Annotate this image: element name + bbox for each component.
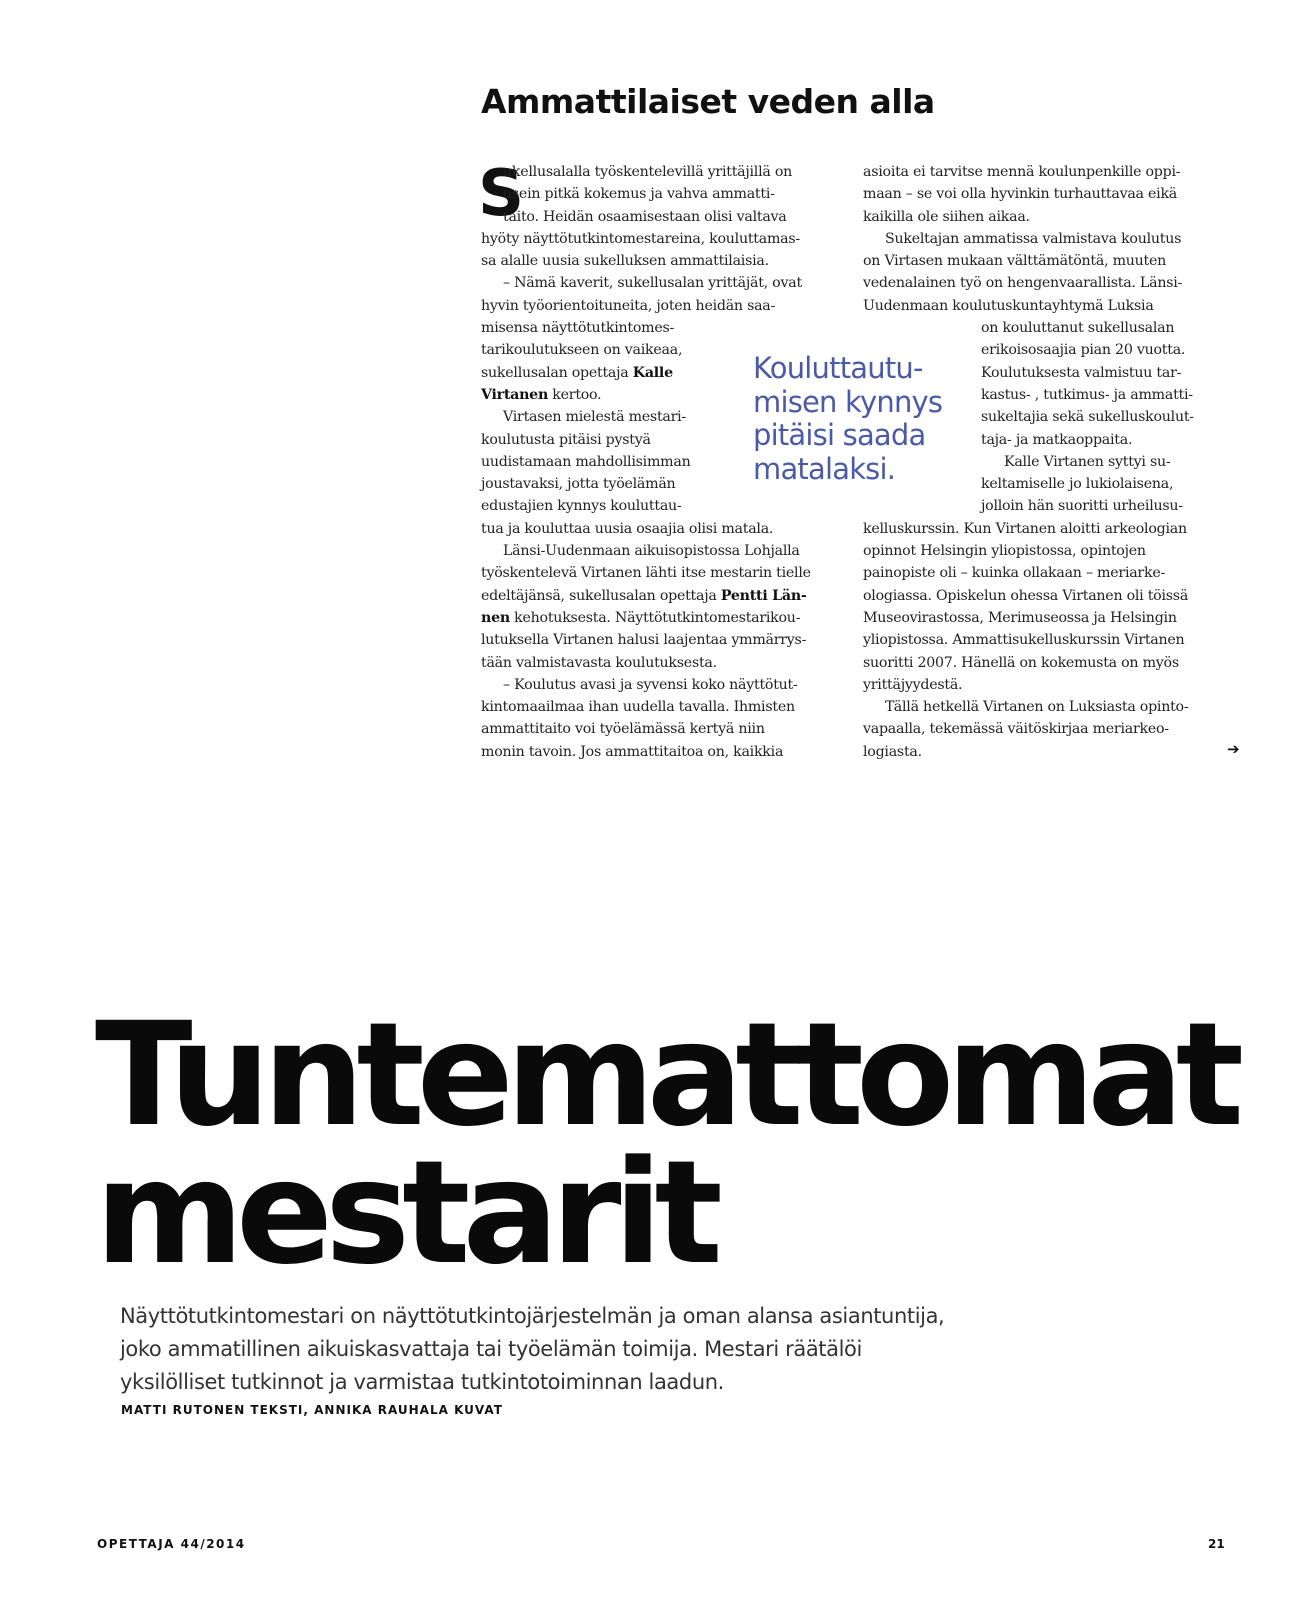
- text-line: Kalle Virtanen syttyi su-: [1004, 453, 1171, 470]
- drop-cap: S: [478, 157, 525, 231]
- text-line: kelluskurssin. Kun Virtanen aloitti arkeologian: [863, 520, 1187, 537]
- text-line: [481, 585, 811, 607]
- text-line: – Koulutus avasi ja syvensi koko näyttötut-: [503, 676, 798, 693]
- text-line: edustajien kynnys kouluttau-: [481, 498, 682, 515]
- text-line: keltamiselle jo lukiolaisena,: [981, 476, 1174, 493]
- person-name: nen: [481, 609, 510, 626]
- text-fragment: kertoo.: [548, 386, 602, 403]
- lead-line: yksilölliset tutkinnot ja varmistaa tutkintotoiminnan laadun.: [120, 1370, 724, 1394]
- text-line: Koulutuksesta valmistuu tar-: [981, 364, 1182, 381]
- text-line: logiasta.: [863, 743, 922, 760]
- text-line: yliopistossa. Ammattisukelluskurssin Virtanen: [863, 632, 1185, 649]
- pull-quote-line: Kouluttautu-: [753, 351, 923, 385]
- text-line: joustavaksi, jotta työelämän: [481, 476, 676, 493]
- text-line: kaikilla ole siihen aikaa.: [863, 208, 1030, 225]
- text-line: Sukeltajan ammatissa valmistava koulutus: [885, 230, 1182, 247]
- page-number: 21: [1208, 1537, 1225, 1551]
- text-line: painopiste oli – kuinka ollakaan – meriarke-: [863, 565, 1166, 582]
- pull-quote-line: misen kynnys: [753, 384, 943, 419]
- text-line: erikoisosaajia pian 20 vuotta.: [981, 342, 1186, 359]
- lead-paragraph: [120, 1300, 944, 1399]
- headline: [95, 991, 1237, 1296]
- text-line: koulutusta pitäisi pystyä: [481, 431, 651, 448]
- text-line: Virtasen mielestä mestari-: [503, 409, 686, 426]
- continue-arrow-icon: ➔: [1227, 740, 1240, 758]
- text-line: opinnot Helsingin yliopistossa, opintojen: [863, 543, 1146, 560]
- text-line: usein pitkä kokemus ja vahva ammatti-: [503, 186, 775, 203]
- text-line: [481, 607, 811, 629]
- section-title: Ammattilaiset veden alla: [481, 82, 935, 121]
- text-fragment: sukellusalan opettaja: [481, 364, 633, 381]
- text-line: ologiassa. Opiskelun ohessa Virtanen oli töissä: [863, 587, 1189, 604]
- text-line: ukellusalalla työskentelevillä yrittäjillä on: [503, 164, 793, 180]
- text-line: monin tavoin. Jos ammattitaitoa on, kaikkia: [481, 743, 784, 760]
- text-line: uudistamaan mahdollisimman: [481, 453, 691, 470]
- text-line: – Nämä kaverit, sukellusalan yrittäjät, ovat: [503, 275, 802, 292]
- byline: MATTI RUTONEN TEKSTI, ANNIKA RAUHALA KUVAT: [121, 1403, 503, 1417]
- text-line: on kouluttanut sukellusalan: [981, 320, 1175, 337]
- text-line: sukeltajia sekä sukelluskoulut-: [981, 409, 1194, 426]
- text-line: tään valmistavasta koulutuksesta.: [481, 654, 717, 671]
- text-line: on Virtasen mukaan välttämätöntä, muuten: [863, 253, 1167, 270]
- text-line: ammattitaito voi työelämässä kertyä niin: [481, 721, 765, 738]
- text-line: työskentelevä Virtanen lähti itse mestarin tielle: [481, 565, 811, 582]
- person-name: Kalle: [632, 364, 673, 381]
- person-name: Virtanen: [481, 386, 549, 403]
- pull-quote-line: pitäisi saada: [753, 418, 926, 452]
- text-line: yrittäjyydestä.: [863, 676, 963, 693]
- text-line: hyvin työorientoituneita, joten heidän saa-: [481, 297, 776, 314]
- text-line: maan – se voi olla hyvinkin turhauttavaa eikä: [863, 186, 1178, 203]
- text-line: asioita ei tarvitse mennä koulunpenkille oppi-: [863, 164, 1181, 180]
- text-line: suoritti 2007. Hänellä on kokemusta on myös: [863, 654, 1179, 671]
- person-name: Pentti Län-: [720, 587, 807, 604]
- text-line: sa alalle uusia sukelluksen ammattilaisia.: [481, 253, 769, 270]
- text-line: tua ja kouluttaa uusia osaajia olisi matala.: [481, 520, 774, 537]
- pull-quote-line: matalaksi.: [753, 451, 896, 486]
- text-line: taito. Heidän osaamisestaan olisi valtava: [503, 208, 787, 225]
- publication-footer: OPETTAJA 44/2014: [97, 1537, 246, 1551]
- headline-line: Tuntemattomat: [95, 991, 1237, 1158]
- text-line: kastus- , tutkimus- ja ammatti-: [981, 386, 1193, 403]
- text-line: vapaalla, tekemässä väitöskirjaa meriarkeo-: [863, 721, 1169, 738]
- text-line: kintomaailmaa ihan uudella tavalla. Ihmisten: [481, 699, 795, 716]
- body-column-2: [863, 161, 1194, 763]
- text-line: Museovirastossa, Merimuseossa ja Helsingin: [863, 609, 1177, 626]
- text-line: taja- ja matkaoppaita.: [981, 431, 1133, 448]
- text-line: Länsi-Uudenmaan aikuisopistossa Lohjalla: [503, 543, 800, 560]
- text-line: hyöty näyttötutkintomestareina, kouluttamas-: [481, 230, 800, 247]
- text-line: lutuksella Virtanen halusi laajentaa ymmärrys-: [481, 632, 807, 649]
- text-line: vedenalainen työ on hengenvaarallista. Länsi-: [863, 275, 1183, 292]
- text-fragment: edeltäjänsä, sukellusalan opettaja: [481, 587, 721, 604]
- lead-line: Näyttötutkintomestari on näyttötutkintojärjestelmän ja oman alansa asiantuntija,: [120, 1304, 945, 1328]
- text-fragment: kehotuksesta. Näyttötutkintomestarikou-: [509, 609, 801, 626]
- text-line: tarikoulutukseen on vaikeaa,: [481, 342, 683, 359]
- text-line: Tällä hetkellä Virtanen on Luksiasta opinto-: [885, 699, 1189, 716]
- lead-line: joko ammatillinen aikuiskasvattaja tai työelämän toimija. Mestari räätälöi: [120, 1337, 862, 1361]
- text-line: jolloin hän suoritti urheilusu-: [981, 498, 1183, 515]
- text-line: misensa näyttötutkintomes-: [481, 320, 675, 337]
- text-line: Uudenmaan koulutuskuntayhtymä Luksia: [863, 297, 1154, 314]
- headline-line: mestarit: [95, 1129, 715, 1296]
